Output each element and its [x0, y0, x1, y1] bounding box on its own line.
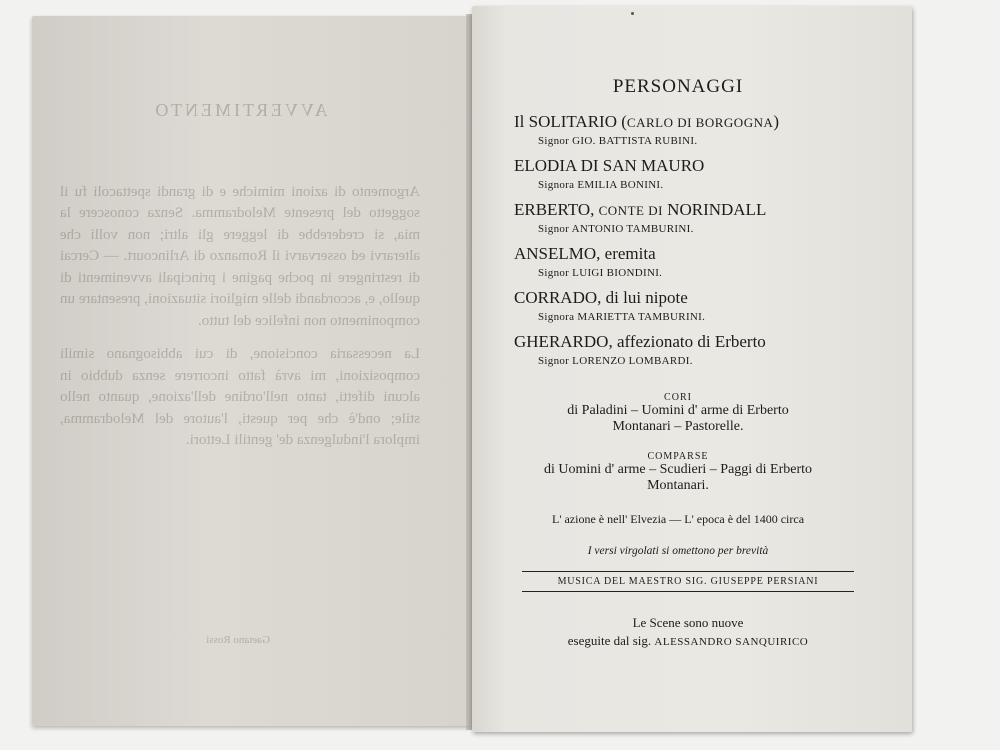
cori-title: CORI	[664, 392, 692, 403]
cori-line: Montanari – Pastorelle.	[612, 419, 744, 434]
role-name: ELODIA DI SAN MAURO	[514, 156, 705, 175]
role-entry	[478, 112, 878, 150]
cast-list-page	[478, 70, 878, 651]
role-singer: Signora EMILIA BONINI.	[538, 179, 664, 191]
role-singer: Signora MARIETTA TAMBURINI.	[538, 311, 706, 323]
role-singer: Signor LUIGI BIONDINI.	[538, 267, 663, 279]
role-name: Il SOLITARIO (CARLO DI BORGOGNA)	[514, 112, 780, 131]
scenes-line: eseguite dal sig. ALESSANDRO SANQUIRICO	[567, 633, 809, 648]
role-entry	[478, 288, 878, 326]
bleed-signature: Gaetano Rossi	[206, 634, 270, 646]
page-heading: PERSONAGGI	[612, 76, 744, 97]
music-credit: MUSICA DEL MAESTRO SIG. GIUSEPPE PERSIANI	[557, 576, 819, 587]
page-mark	[631, 12, 634, 15]
comparse-line: di Uomini d' arme – Scudieri – Paggi di Erberto	[543, 462, 813, 477]
setting-line: L' azione è nell' Elvezia — L' epoca è del 1400 circa	[551, 512, 805, 526]
bleed-title: AVVERTIMENTO	[152, 100, 328, 120]
bleed-paragraph: La necessaria concisione, di cui abbisognano simili composizioni, mi avrà fatto incorrere senza dubbio in alcuni difetti, tanto nell'ordine dell'azione, quanto nello stile; ond'è che per questi, l'autore del Melodramma, implora l'indulgenza de' gentili Lettori.	[60, 346, 420, 448]
role-singer: Signor ANTONIO TAMBURINI.	[538, 223, 694, 235]
bleed-paragraph: Argomento di azioni mimiche e di grandi spettacoli fu il soggetto del presente Melodramma. Senza conoscere la mia, si crederebbe di leggere gli altri; non volli che alterarvi ed osservarvi il Romanzo di Arlincourt. — Cercai di restringere in poche pagine i principali avvenimenti di quello, e, accordandi delle migliori situazioni, presentare un componimento non infelice del tutto.	[60, 183, 420, 329]
cori-line: di Paladini – Uomini d' arme di Erberto	[567, 403, 789, 418]
role-entry	[478, 332, 878, 370]
divider-rule	[522, 591, 854, 592]
omission-note: I versi virgolati si omettono per brevità	[587, 545, 769, 557]
role-entry	[478, 156, 878, 194]
role-name: ERBERTO, CONTE DI NORINDALL	[514, 200, 767, 219]
comparse-title: COMPARSE	[647, 451, 709, 462]
comparse-line: Montanari.	[647, 478, 709, 493]
left-page-bleed-through	[60, 100, 420, 646]
role-name: ANSELMO, eremita	[514, 244, 656, 263]
role-entry	[478, 244, 878, 282]
scenes-line: Le Scene sono nuove	[632, 615, 744, 630]
role-singer: Signor GIO. BATTISTA RUBINI.	[538, 135, 698, 147]
role-name: CORRADO, di lui nipote	[514, 288, 688, 307]
role-name: GHERARDO, affezionato di Erberto	[514, 332, 766, 351]
role-singer: Signor LORENZO LOMBARDI.	[538, 355, 693, 367]
scenes-credit	[478, 614, 878, 651]
role-entry	[478, 200, 878, 238]
